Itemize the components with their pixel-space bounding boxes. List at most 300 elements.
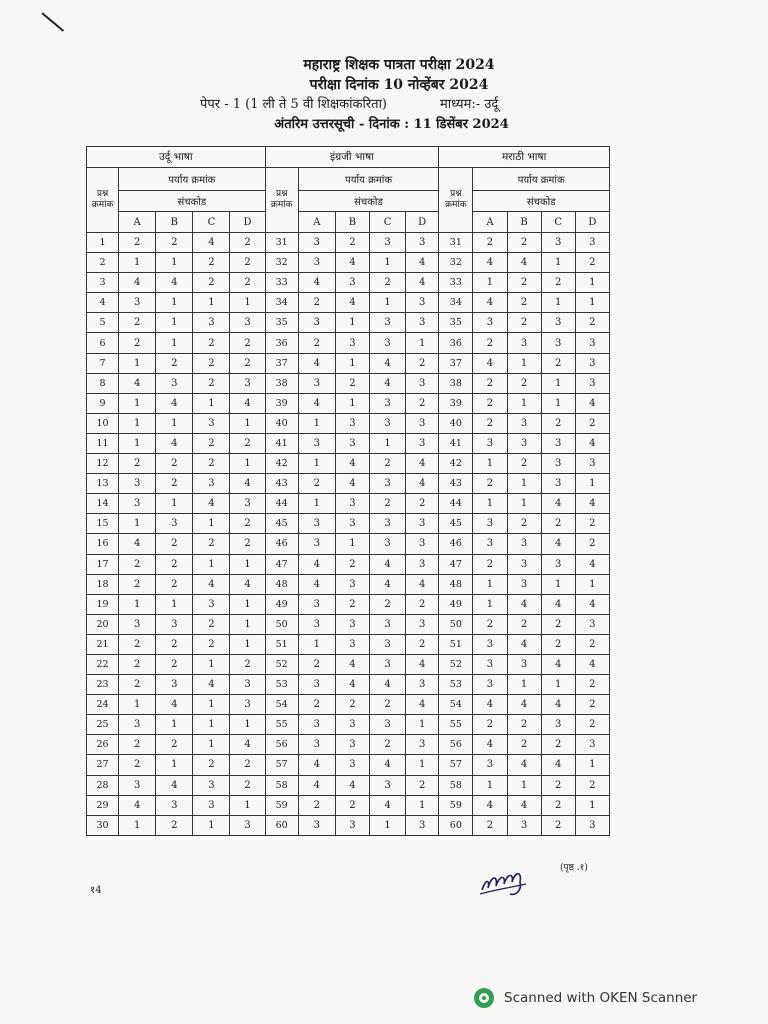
question-number-cell: 45 [265,514,298,534]
answer-cell: 2 [119,735,156,755]
set-header: C [541,212,575,233]
answer-cell: 2 [230,253,265,273]
answer-cell: 3 [335,815,369,835]
answer-cell: 2 [335,795,369,815]
answer-cell: 2 [119,675,156,695]
answer-cell: 2 [541,614,575,634]
table-row [87,413,610,433]
question-number-cell: 39 [439,393,473,413]
answer-cell: 3 [369,654,405,674]
answer-cell: 1 [541,253,575,273]
question-number-cell: 60 [439,815,473,835]
answer-cell: 2 [119,313,156,333]
answer-cell: 3 [298,594,335,614]
answer-cell: 4 [335,293,369,313]
table-row [87,815,610,835]
answer-cell: 3 [541,715,575,735]
paper-info: पेपर - 1 (1 ली ते 5 वी शिक्षकांकरिता) [200,97,388,112]
answer-cell: 1 [193,815,230,835]
page-reference: (पृष्ठ .१) [560,863,588,873]
answer-cell: 2 [369,735,405,755]
answer-cell: 1 [541,675,575,695]
question-number-cell: 55 [439,715,473,735]
answer-cell: 3 [507,654,541,674]
question-number-cell: 41 [439,433,473,453]
answer-cell: 2 [193,755,230,775]
answer-cell: 2 [156,454,193,474]
answer-cell: 2 [335,695,369,715]
answer-cell: 3 [298,253,335,273]
answer-cell: 2 [193,253,230,273]
answer-cell: 4 [335,253,369,273]
answer-cell: 1 [230,454,265,474]
answer-cell: 4 [230,574,265,594]
scanner-text: Scanned with OKEN Scanner [504,990,698,1006]
answer-cell: 3 [575,373,609,393]
question-number-cell: 52 [439,654,473,674]
answer-cell: 2 [541,273,575,293]
answer-cell: 3 [335,433,369,453]
answer-cell: 1 [230,795,265,815]
answer-cell: 1 [298,454,335,474]
answer-cell: 3 [335,514,369,534]
answer-cell: 3 [541,433,575,453]
answer-cell: 2 [298,474,335,494]
table-row [87,474,610,494]
question-number-cell: 54 [439,695,473,715]
answer-cell: 3 [507,574,541,594]
answer-cell: 2 [230,775,265,795]
answer-cell: 1 [119,413,156,433]
answer-cell: 3 [575,333,609,353]
answer-cell: 2 [575,675,609,695]
answer-cell: 3 [507,433,541,453]
answer-cell: 2 [406,353,439,373]
answer-cell: 4 [298,574,335,594]
answer-cell: 3 [507,413,541,433]
answer-cell: 1 [230,614,265,634]
table-row [87,233,610,253]
question-number-cell: 47 [265,554,298,574]
answer-cell: 3 [193,474,230,494]
answer-cell: 4 [541,755,575,775]
answer-cell: 4 [369,795,405,815]
section-1-code-header: संचकोड [119,191,266,212]
answer-cell: 4 [119,373,156,393]
answer-cell: 3 [369,413,405,433]
answer-cell: 2 [507,735,541,755]
answer-cell: 3 [335,715,369,735]
answer-cell: 2 [119,755,156,775]
answer-cell: 1 [575,273,609,293]
answer-cell: 3 [193,775,230,795]
question-number-cell: 40 [265,413,298,433]
answer-cell: 3 [156,514,193,534]
answer-cell: 3 [406,413,439,433]
answer-cell: 4 [156,775,193,795]
answer-cell: 1 [119,433,156,453]
answer-cell: 2 [156,554,193,574]
answer-cell: 2 [369,454,405,474]
answer-cell: 4 [193,574,230,594]
set-header: D [230,212,265,233]
answer-cell: 4 [369,373,405,393]
answer-cell: 1 [119,393,156,413]
answer-cell: 1 [193,514,230,534]
answer-cell: 4 [406,253,439,273]
answer-cell: 2 [369,273,405,293]
answer-cell: 1 [473,494,507,514]
answer-cell: 4 [406,474,439,494]
answer-cell: 3 [507,534,541,554]
answer-rows [87,233,610,836]
answer-cell: 2 [119,654,156,674]
section-1-question-header: प्रश्न क्रमांक [87,168,119,233]
answer-cell: 1 [193,393,230,413]
question-number-cell: 9 [87,393,119,413]
answer-cell: 3 [369,233,405,253]
answer-cell: 3 [335,755,369,775]
answer-cell: 4 [298,554,335,574]
question-number-cell: 45 [439,514,473,534]
answer-cell: 2 [541,795,575,815]
exam-title: महाराष्ट्र शिक्षक पात्रता परीक्षा 2024 [303,57,495,73]
answer-cell: 4 [193,494,230,514]
answer-cell: 3 [406,554,439,574]
answer-cell: 1 [119,815,156,835]
answer-cell: 1 [156,293,193,313]
answer-cell: 2 [335,554,369,574]
table-row [87,454,610,474]
answer-cell: 2 [119,333,156,353]
answer-cell: 3 [406,815,439,835]
answer-cell: 3 [406,293,439,313]
answer-cell: 4 [335,775,369,795]
answer-cell: 1 [230,413,265,433]
answer-cell: 3 [473,514,507,534]
table-row [87,534,610,554]
answer-cell: 2 [507,273,541,293]
answer-cell: 2 [575,775,609,795]
scan-mark [41,12,64,32]
answer-cell: 1 [541,293,575,313]
answer-cell: 2 [193,333,230,353]
answer-cell: 4 [575,654,609,674]
answer-cell: 3 [298,735,335,755]
answer-cell: 4 [119,273,156,293]
answer-cell: 1 [156,755,193,775]
question-number-cell: 7 [87,353,119,373]
answer-cell: 3 [230,695,265,715]
answer-cell: 1 [473,574,507,594]
answer-cell: 1 [193,735,230,755]
answer-cell: 2 [119,554,156,574]
answer-cell: 4 [575,594,609,614]
section-2-question-header: प्रश्न क्रमांक [265,168,298,233]
answer-cell: 1 [230,554,265,574]
answer-cell: 1 [119,594,156,614]
answer-cell: 2 [335,594,369,614]
answer-cell: 4 [156,393,193,413]
question-number-cell: 44 [265,494,298,514]
answer-cell: 1 [156,313,193,333]
answer-cell: 4 [541,695,575,715]
answer-cell: 4 [230,474,265,494]
answer-cell: 3 [298,614,335,634]
answer-cell: 4 [193,233,230,253]
answer-cell: 3 [119,494,156,514]
question-number-cell: 24 [87,695,119,715]
answer-cell: 3 [298,715,335,735]
table-row [87,313,610,333]
answer-cell: 3 [230,313,265,333]
table-row [87,775,610,795]
answer-cell: 4 [193,675,230,695]
question-number-cell: 30 [87,815,119,835]
answer-cell: 4 [230,735,265,755]
answer-cell: 3 [193,313,230,333]
answer-cell: 1 [575,795,609,815]
answer-cell: 2 [575,253,609,273]
answer-cell: 3 [119,293,156,313]
table-row [87,715,610,735]
answer-cell: 4 [119,795,156,815]
question-number-cell: 15 [87,514,119,534]
answer-cell: 4 [406,654,439,674]
answer-cell: 3 [335,333,369,353]
set-header: A [298,212,335,233]
answer-cell: 2 [156,654,193,674]
answer-cell: 2 [541,735,575,755]
answer-cell: 2 [230,514,265,534]
question-number-cell: 36 [265,333,298,353]
question-number-cell: 29 [87,795,119,815]
section-2-option-header: पर्याय क्रमांक [298,168,439,191]
answer-cell: 2 [230,654,265,674]
answer-cell: 4 [473,695,507,715]
question-number-cell: 51 [439,634,473,654]
answer-cell: 4 [156,273,193,293]
set-header: C [193,212,230,233]
answer-cell: 3 [369,474,405,494]
answer-cell: 4 [298,353,335,373]
answer-cell: 3 [298,433,335,453]
answer-cell: 3 [406,675,439,695]
answer-cell: 1 [406,715,439,735]
answer-cell: 2 [156,534,193,554]
answer-cell: 1 [473,594,507,614]
question-number-cell: 57 [439,755,473,775]
section-1-option-header: पर्याय क्रमांक [119,168,266,191]
answer-cell: 2 [156,574,193,594]
answer-cell: 1 [230,715,265,735]
answer-cell: 4 [473,293,507,313]
question-number-cell: 13 [87,474,119,494]
table-row [87,494,610,514]
answer-cell: 2 [193,373,230,393]
answer-cell: 2 [406,594,439,614]
answer-cell: 1 [406,333,439,353]
answer-cell: 2 [473,393,507,413]
answer-cell: 1 [156,715,193,735]
answer-cell: 2 [473,413,507,433]
answer-key-table [86,146,610,836]
answer-cell: 1 [575,293,609,313]
answer-cell: 3 [298,233,335,253]
answer-cell: 2 [298,654,335,674]
answer-cell: 3 [369,313,405,333]
answer-cell: 3 [156,614,193,634]
scanner-logo-icon [474,988,494,1008]
question-number-cell: 37 [265,353,298,373]
answer-cell: 4 [335,454,369,474]
question-number-cell: 58 [265,775,298,795]
answer-cell: 1 [473,775,507,795]
answer-cell: 3 [156,675,193,695]
answer-cell: 2 [473,474,507,494]
answer-cell: 2 [575,514,609,534]
question-number-cell: 53 [265,675,298,695]
answer-cell: 1 [507,353,541,373]
table-row [87,353,610,373]
answer-cell: 3 [335,614,369,634]
table-row [87,514,610,534]
answer-cell: 2 [507,614,541,634]
answer-cell: 3 [575,353,609,373]
answer-cell: 3 [369,614,405,634]
answer-cell: 3 [541,313,575,333]
answer-cell: 3 [119,715,156,735]
answer-cell: 3 [335,413,369,433]
answer-cell: 1 [193,654,230,674]
answer-cell: 4 [541,494,575,514]
answer-cell: 2 [507,313,541,333]
answer-cell: 4 [406,454,439,474]
answer-cell: 3 [507,815,541,835]
answer-cell: 2 [575,715,609,735]
answer-cell: 3 [156,373,193,393]
answer-cell: 1 [119,353,156,373]
table-row [87,675,610,695]
answer-cell: 2 [230,755,265,775]
answer-cell: 3 [230,373,265,393]
table-row [87,554,610,574]
answer-cell: 3 [406,514,439,534]
answer-cell: 4 [541,654,575,674]
answer-cell: 3 [406,373,439,393]
answer-cell: 4 [156,433,193,453]
answer-cell: 4 [473,353,507,373]
answer-key-title: अंतरिम उत्तरसूची - दिनांक : 11 डिसेंबर 2024 [274,117,509,132]
table-row [87,253,610,273]
answer-cell: 3 [119,775,156,795]
page-number: १4 [90,885,102,896]
answer-cell: 2 [298,333,335,353]
answer-cell: 1 [541,373,575,393]
question-number-cell: 49 [265,594,298,614]
answer-cell: 2 [473,373,507,393]
question-number-cell: 35 [265,313,298,333]
answer-cell: 3 [335,494,369,514]
answer-cell: 4 [335,654,369,674]
answer-cell: 2 [473,333,507,353]
table-row [87,333,610,353]
answer-cell: 1 [193,554,230,574]
answer-cell: 4 [369,675,405,695]
answer-cell: 1 [473,273,507,293]
answer-cell: 2 [230,534,265,554]
answer-cell: 4 [298,273,335,293]
answer-cell: 1 [193,293,230,313]
answer-cell: 1 [230,293,265,313]
answer-cell: 1 [369,293,405,313]
answer-cell: 3 [541,233,575,253]
question-number-cell: 32 [439,253,473,273]
question-number-cell: 43 [439,474,473,494]
answer-cell: 1 [298,413,335,433]
answer-cell: 4 [119,534,156,554]
answer-cell: 4 [507,634,541,654]
answer-cell: 2 [507,233,541,253]
answer-cell: 3 [298,514,335,534]
answer-cell: 3 [230,675,265,695]
question-number-cell: 59 [439,795,473,815]
answer-cell: 4 [369,574,405,594]
answer-cell: 2 [369,594,405,614]
answer-cell: 2 [473,715,507,735]
set-header: B [507,212,541,233]
question-number-cell: 27 [87,755,119,775]
answer-cell: 3 [541,333,575,353]
question-number-cell: 58 [439,775,473,795]
table-row [87,755,610,775]
answer-cell: 1 [193,695,230,715]
table-row [87,273,610,293]
answer-cell: 1 [119,253,156,273]
answer-cell: 3 [369,333,405,353]
question-number-cell: 38 [439,373,473,393]
question-number-cell: 34 [439,293,473,313]
set-header: B [335,212,369,233]
question-number-cell: 42 [439,454,473,474]
table-row [87,654,610,674]
answer-cell: 3 [507,333,541,353]
answer-cell: 3 [406,313,439,333]
answer-cell: 2 [335,373,369,393]
answer-cell: 2 [298,695,335,715]
answer-cell: 3 [298,675,335,695]
answer-cell: 1 [369,815,405,835]
question-number-cell: 56 [439,735,473,755]
answer-cell: 4 [507,594,541,614]
question-number-cell: 43 [265,474,298,494]
answer-cell: 3 [406,233,439,253]
answer-cell: 1 [156,494,193,514]
answer-cell: 2 [230,433,265,453]
question-number-cell: 6 [87,333,119,353]
question-number-cell: 51 [265,634,298,654]
answer-cell: 1 [156,253,193,273]
answer-cell: 1 [230,594,265,614]
section-1-language: उर्दू भाषा [87,147,266,168]
answer-cell: 2 [406,393,439,413]
answer-cell: 2 [156,233,193,253]
answer-cell: 2 [193,454,230,474]
answer-cell: 3 [473,634,507,654]
answer-cell: 2 [156,815,193,835]
answer-cell: 3 [298,373,335,393]
answer-cell: 3 [369,393,405,413]
